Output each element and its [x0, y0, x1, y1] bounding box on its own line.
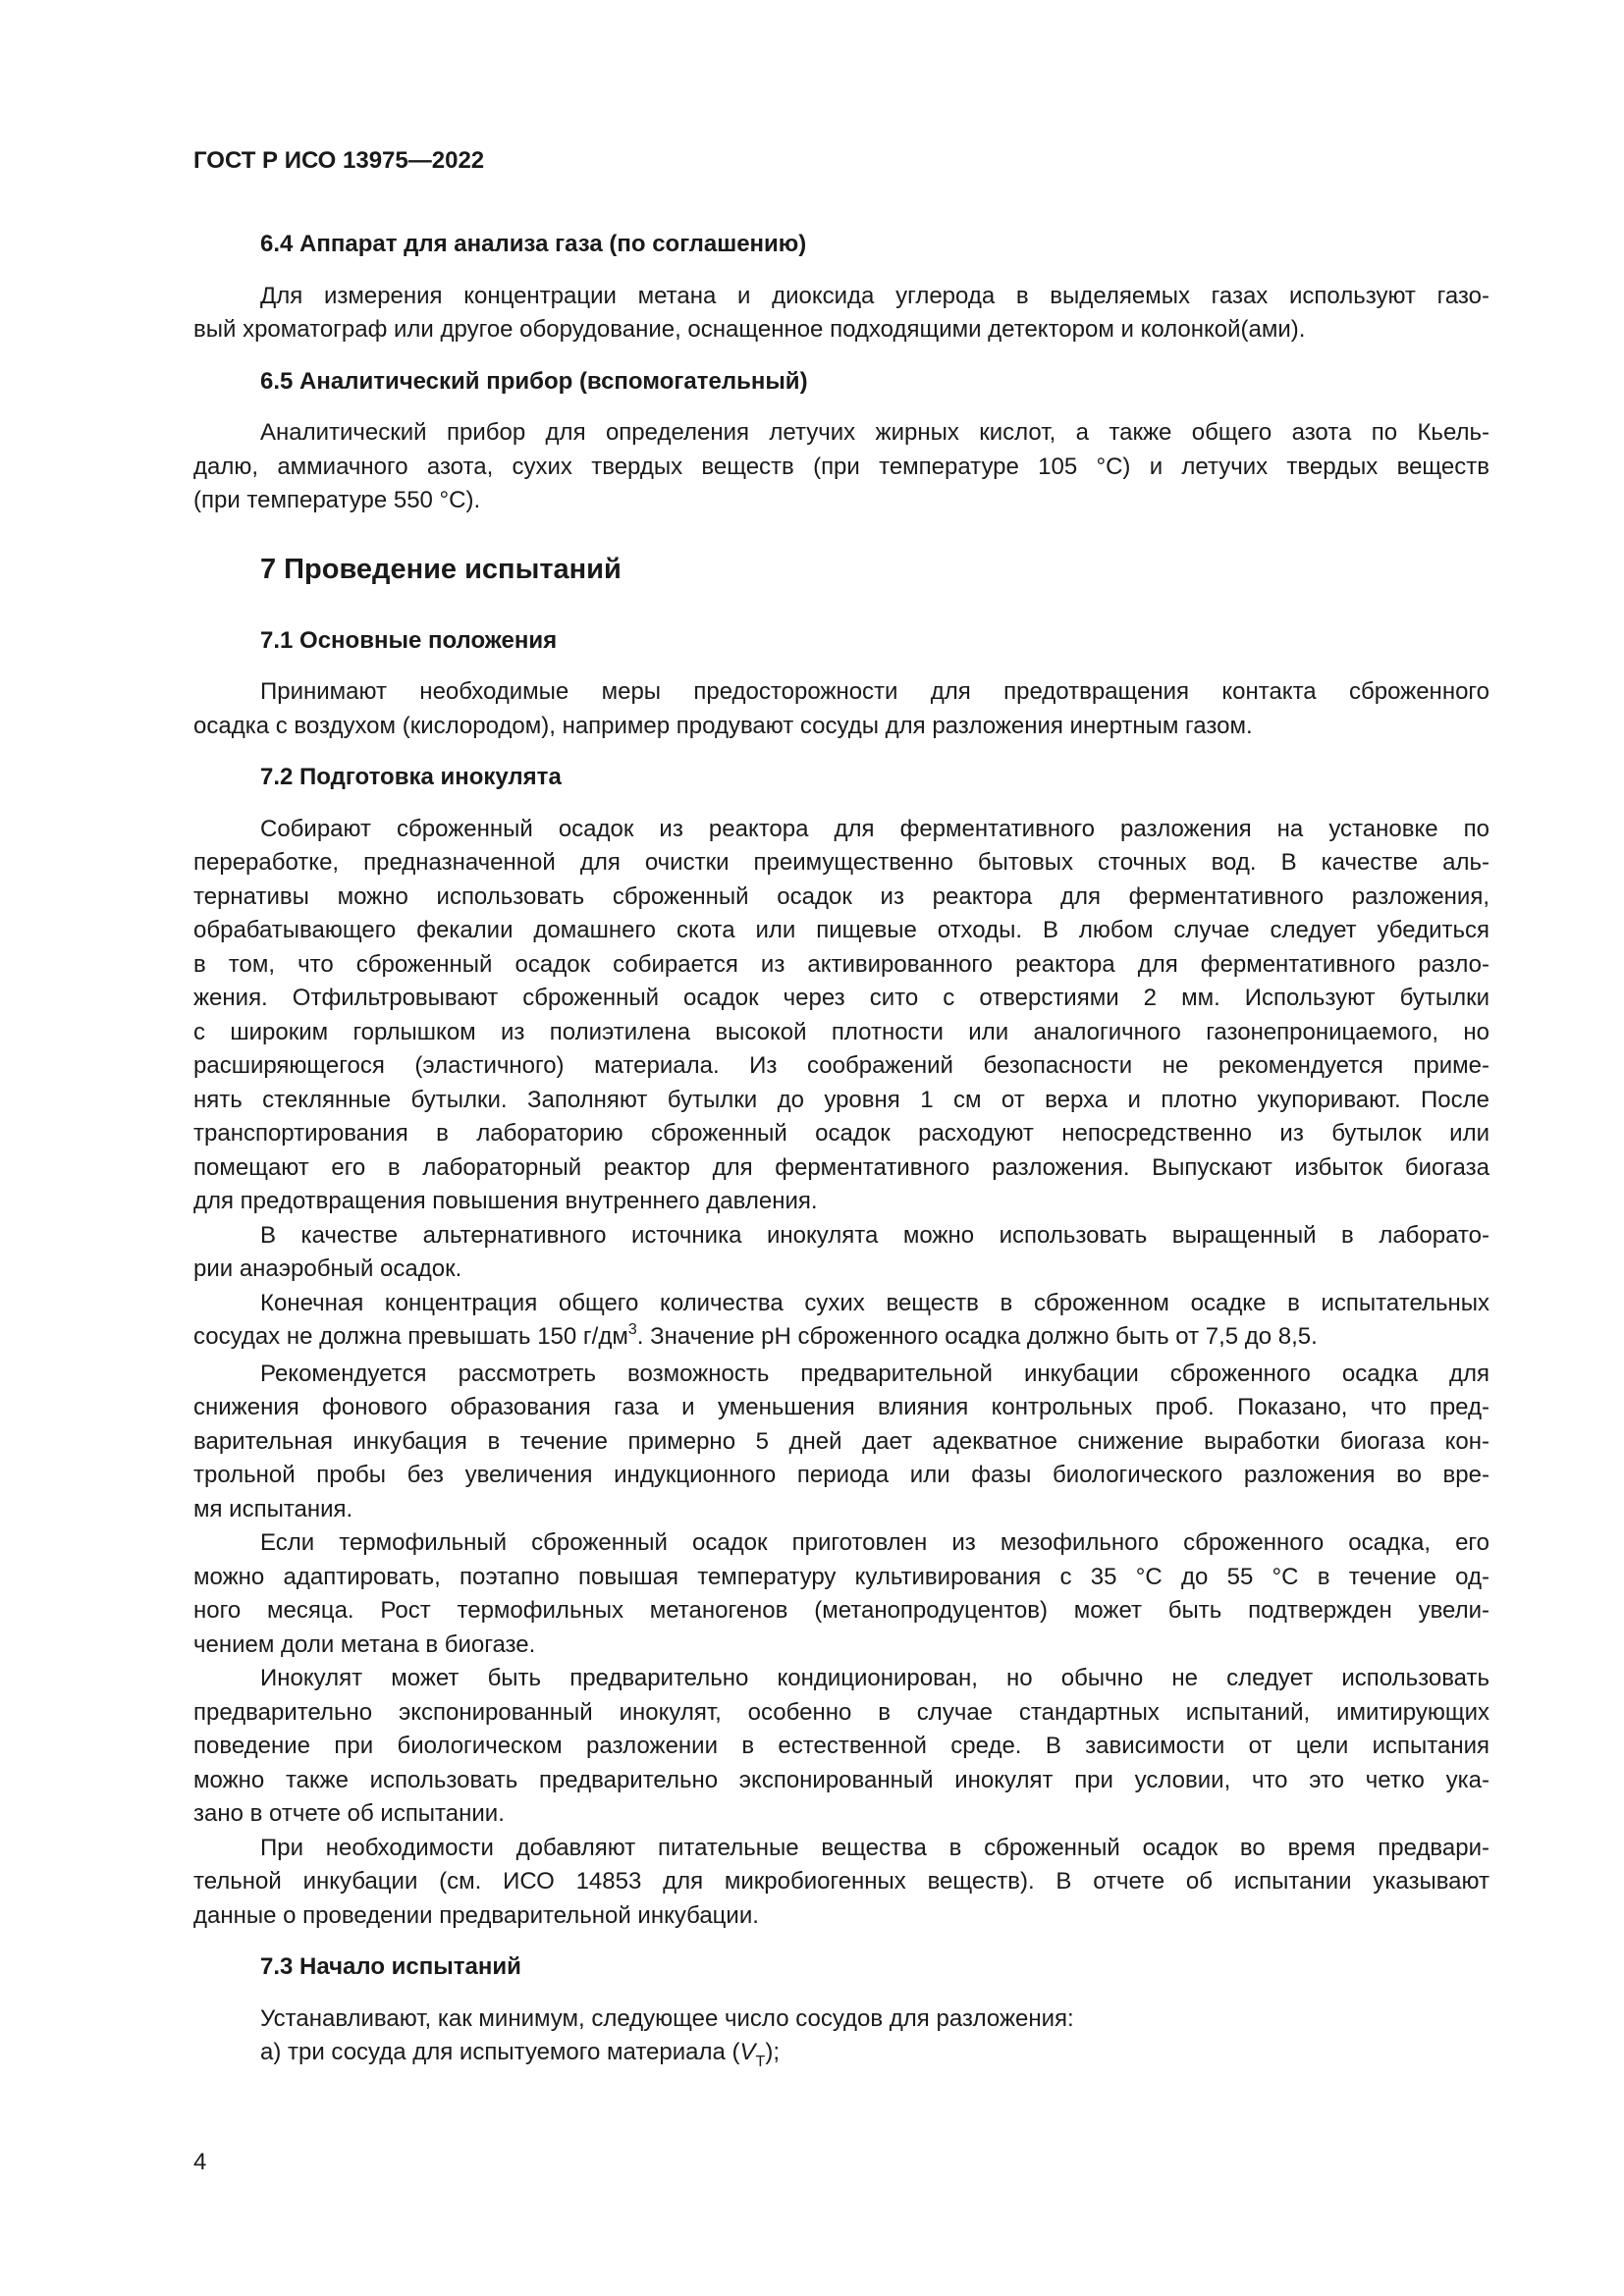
- text-line: тельной инкубации (см. ИСО 14853 для микробиогенных веществ). В отчете об испытании указывают: [193, 1868, 1489, 1895]
- text-line: жения. Отфильтровывают сброженный осадок через сито с отверстиями 2 мм. Используют бутылки: [193, 985, 1489, 1011]
- text-line: данные о проведении предварительной инкубации.: [193, 1901, 759, 1929]
- section-7-1-heading: 7.1 Основные положения: [260, 626, 558, 654]
- text-line: рии анаэробный осадок.: [193, 1255, 462, 1282]
- text-line: зано в отчете об испытании.: [193, 1800, 505, 1827]
- page-number: 4: [193, 2149, 207, 2175]
- text-line: можно адаптировать, поэтапно повышая температуру культивирования с 35 °С до 55 °С в течение од-: [193, 1563, 1489, 1590]
- text-line: Принимают необходимые меры предосторожности для предотвращения контакта сброженного: [260, 678, 1489, 705]
- text-line: снижения фонового образования газа и уменьшения влияния контрольных проб. Показано, что пред-: [193, 1394, 1489, 1420]
- text-line: можно также использовать предварительно экспонированный инокулят при условии, что это четко ука-: [193, 1766, 1489, 1793]
- text-line: Конечная концентрация общего количества сухих веществ в сброженном осадке в испытательных: [260, 1289, 1489, 1316]
- text-line: тернативы можно использовать сброженный осадок из реактора для ферментативного разложения,: [193, 882, 1489, 910]
- text-line: мя испытания.: [193, 1495, 353, 1522]
- text-line: ного месяца. Рост термофильных метаногенов (метанопродуцентов) может быть подтвержден увели-: [193, 1597, 1489, 1624]
- text-line: Устанавливают, как минимум, следующее число сосудов для разложения:: [260, 2004, 1074, 2032]
- superscript: 3: [627, 1321, 637, 1338]
- text-line: осадка с воздухом (кислородом), например продувают сосуды для разложения инертным газом.: [193, 712, 1253, 739]
- text-line: транспортирования в лабораторию сброженный осадок расходуют непосредственно из бутылок или: [193, 1120, 1489, 1147]
- text-line: варительная инкубация в течение примерно 5 дней дает адекватное снижение выработки биогаза кон-: [193, 1427, 1489, 1455]
- text-line: Аналитический прибор для определения летучих жирных кислот, а также общего азота по Кьель-: [260, 419, 1489, 446]
- document-header: ГОСТ Р ИСО 13975—2022: [193, 147, 485, 174]
- text-line: с широким горлышком из полиэтилена высокой плотности или аналогичного газонепроницаемого, но: [193, 1018, 1489, 1045]
- text-line: вый хроматограф или другое оборудование, оснащенное подходящими детектором и колонкой(ами).: [193, 316, 1306, 343]
- section-6-4-heading: 6.4 Аппарат для анализа газа (по соглашению): [260, 231, 807, 257]
- text-line: расширяющегося (эластичного) материала. Из соображений безопасности не рекомендуется приме-: [193, 1052, 1489, 1079]
- text-fragment: . Значение pH сброженного осадка должно быть от 7,5 до 8,5.: [636, 1323, 1318, 1350]
- text-line: В качестве альтернативного источника инокулята можно использовать выращенный в лаборато-: [260, 1221, 1489, 1249]
- section-7-3-paragraph: [193, 2002, 1489, 2073]
- text-line: помещают его в лабораторный реактор для ферментативного разложения. Выпускают избыток биогаза: [193, 1153, 1489, 1181]
- text-line: нять стеклянные бутылки. Заполняют бутылки до уровня 1 см от верха и плотно укупоривают. После: [193, 1086, 1489, 1113]
- text-line: Для измерения концентрации метана и диоксида углерода в выделяемых газах используют газо-: [260, 282, 1489, 309]
- section-6-4-paragraph: [193, 280, 1489, 347]
- text-line: поведение при биологическом разложении в естественной среде. В зависимости от цели испытания: [193, 1733, 1489, 1759]
- variable: V: [739, 2039, 756, 2065]
- text-line: переработке, предназначенной для очистки преимущественно бытовых сточных вод. В качестве аль-: [193, 849, 1489, 876]
- text-fragment: сосудах не должна превышать 150 г/дм: [193, 1323, 628, 1350]
- text-line: чением доли метана в биогазе.: [193, 1630, 536, 1658]
- text-line: Если термофильный сброженный осадок приготовлен из мезофильного сброженного осадка, его: [260, 1529, 1489, 1556]
- text-line: обрабатывающего фекалии домашнего скота или пищевые отходы. В любом случае следует убедиться: [193, 917, 1489, 943]
- section-6-5-heading: 6.5 Аналитический прибор (вспомогательный): [260, 367, 808, 395]
- text-line: Собирают сброженный осадок из реактора для ферментативного разложения на установке по: [260, 815, 1489, 842]
- section-7-1-paragraph: [193, 675, 1489, 743]
- list-item: [193, 2036, 1489, 2073]
- text-line: Рекомендуется рассмотреть возможность предварительной инкубации сброженного осадка для: [260, 1360, 1489, 1387]
- section-6-5-paragraph: [193, 416, 1489, 518]
- text-line: [193, 1320, 1489, 1358]
- document-body: [193, 228, 1489, 2091]
- text-fragment: а) три сосуда для испытуемого материала (: [260, 2039, 740, 2065]
- text-line: в том, что сброженный осадок собирается из активированного реактора для ферментативного разло-: [193, 950, 1489, 978]
- text-line: трольной пробы без увеличения индукционного периода или фазы биологического разложения во вре-: [193, 1462, 1489, 1488]
- subscript: T: [755, 2054, 766, 2070]
- text-line: предварительно экспонированный инокулят, особенно в случае стандартных испытаний, имитирующих: [193, 1698, 1489, 1726]
- section-7-2-heading: 7.2 Подготовка инокулята: [260, 764, 562, 790]
- text-line: (при температуре 550 °С).: [193, 487, 481, 513]
- section-7-3-heading: 7.3 Начало испытаний: [260, 1953, 521, 1980]
- text-fragment: );: [765, 2039, 780, 2065]
- section-7-heading: 7 Проведение испытаний: [260, 553, 622, 585]
- text-line: Инокулят может быть предварительно кондиционирован, но обычно не следует использовать: [260, 1665, 1489, 1691]
- section-7-2-paragraphs: [193, 813, 1489, 1934]
- text-line: для предотвращения повышения внутреннего давления.: [193, 1188, 818, 1214]
- text-line: далю, аммиачного азота, сухих твердых веществ (при температуре 105 °С) и летучих твердых веществ: [193, 453, 1489, 480]
- text-line: При необходимости добавляют питательные вещества в сброженный осадок во время предвари-: [260, 1834, 1489, 1861]
